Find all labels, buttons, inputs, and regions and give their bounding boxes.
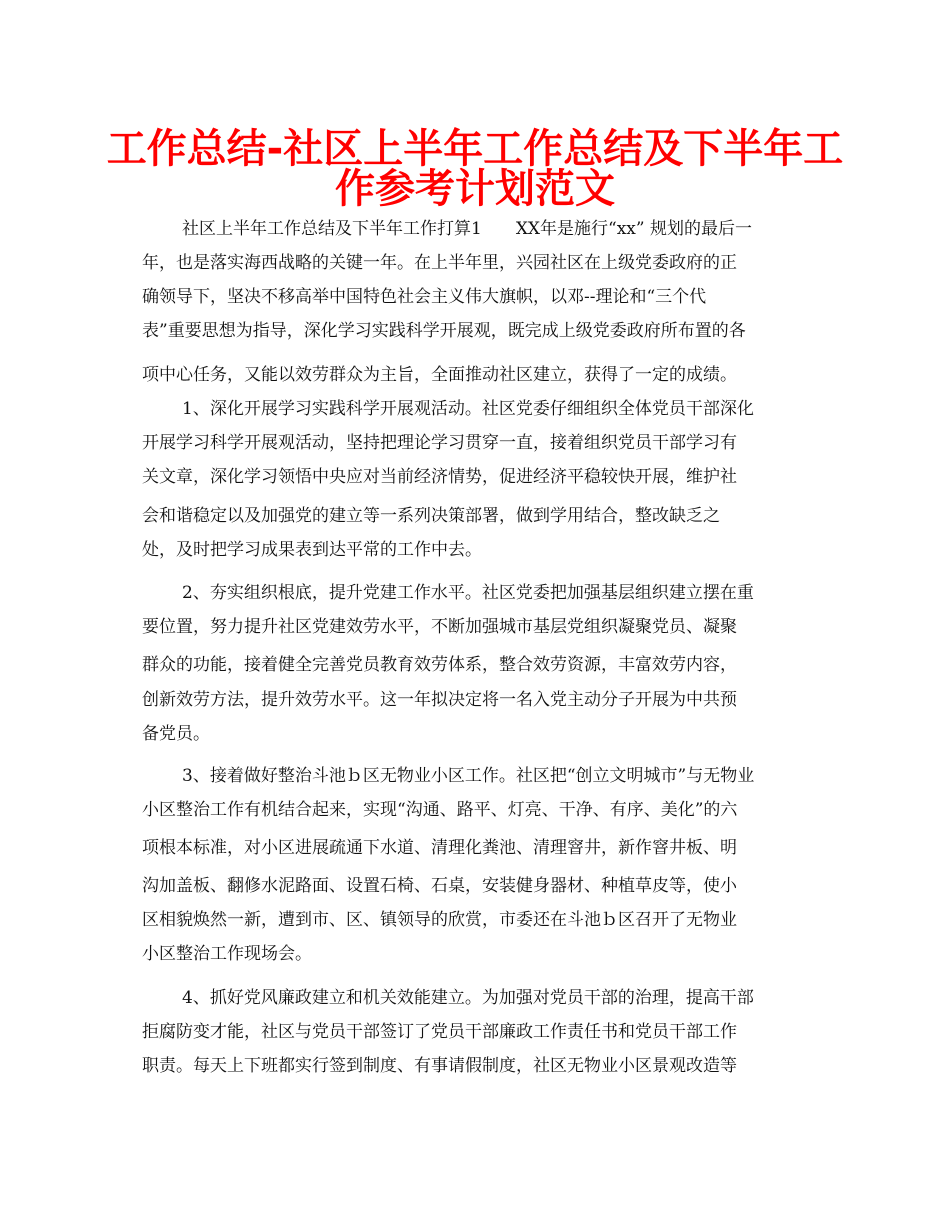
body-line: 3、接着做好整治斗池ｂ区无物业小区工作。社区把“创立文明城市”与无物业 — [182, 766, 755, 786]
body-line: 2、夯实组织根底，提升党建工作水平。社区党委把加强基层组织建立摆在重 — [182, 583, 754, 603]
body-line: 处，及时把学习成果表到达平常的工作中去。 — [142, 540, 482, 560]
body-line: 确领导下，坚决不移高举中国特色社会主义伟大旗帜，以邓--理论和“三个代 — [142, 287, 707, 307]
body-line: 职责。每天上下班都实行签到制度、有事请假制度，社区无物业小区景观改造等 — [142, 1056, 737, 1076]
body-line: 项中心任务，又能以效劳群众为主旨，全面推动社区建立，获得了一定的成绩。 — [142, 365, 737, 385]
body-line: 小区整治工作有机结合起来，实现“沟通、路平、灯亮、干净、有序、美化”的六 — [142, 800, 738, 820]
body-line: 会和谐稳定以及加强党的建立等一系列决策部署，做到学用结合，整改缺乏之 — [142, 506, 720, 526]
body-line: 创新效劳方法，提升效劳水平。这一年拟决定将一名入党主动分子开展为中共预 — [142, 690, 737, 710]
document-title-line-2: 作参考计划范文 — [335, 166, 615, 212]
body-line: 小区整治工作现场会。 — [142, 944, 312, 964]
body-line: 开展学习科学开展观活动，坚持把理论学习贯穿一直，接着组织党员干部学习有 — [142, 433, 737, 453]
body-line: 要位置，努力提升社区党建效劳水平，不断加强城市基层党组织凝聚党员、凝聚 — [142, 617, 737, 637]
document-title-line-1: 工作总结-社区上半年工作总结及下半年工 — [106, 126, 844, 172]
body-line: 备党员。 — [142, 724, 210, 744]
body-line: 表”重要思想为指导，深化学习实践科学开展观，既完成上级党委政府所布置的各 — [142, 321, 746, 341]
body-line: 沟加盖板、翻修水泥路面、设置石椅、石桌，安装健身器材、种植草皮等，使小 — [142, 876, 737, 896]
body-line: 年，也是落实海西战略的关键一年。在上半年里，兴园社区在上级党委政府的正 — [142, 253, 737, 273]
body-line: 项根本标准，对小区进展疏通下水道、清理化粪池、清理窨井，新作窨井板、明 — [142, 838, 737, 858]
body-line: 群众的功能，接着健全完善党员教育效劳体系，整合效劳资源，丰富效劳内容， — [142, 655, 737, 675]
body-line: 拒腐防变才能，社区与党员干部签订了党员干部廉政工作责任书和党员干部工作 — [142, 1022, 737, 1042]
body-line: 区相貌焕然一新，遭到市、区、镇领导的欣赏，市委还在斗池ｂ区召开了无物业 — [142, 910, 737, 930]
body-line: 4、抓好党风廉政建立和机关效能建立。为加强对党员干部的治理，提高干部 — [182, 988, 754, 1008]
body-line: 1、深化开展学习实践科学开展观活动。社区党委仔细组织全体党员干部深化 — [182, 399, 754, 419]
body-line: 社区上半年工作总结及下半年工作打算1 XX年是施行“xx” 规划的最后一 — [182, 219, 752, 239]
body-line: 关文章，深化学习领悟中央应对当前经济情势，促进经济平稳较快开展，维护社 — [142, 467, 737, 487]
